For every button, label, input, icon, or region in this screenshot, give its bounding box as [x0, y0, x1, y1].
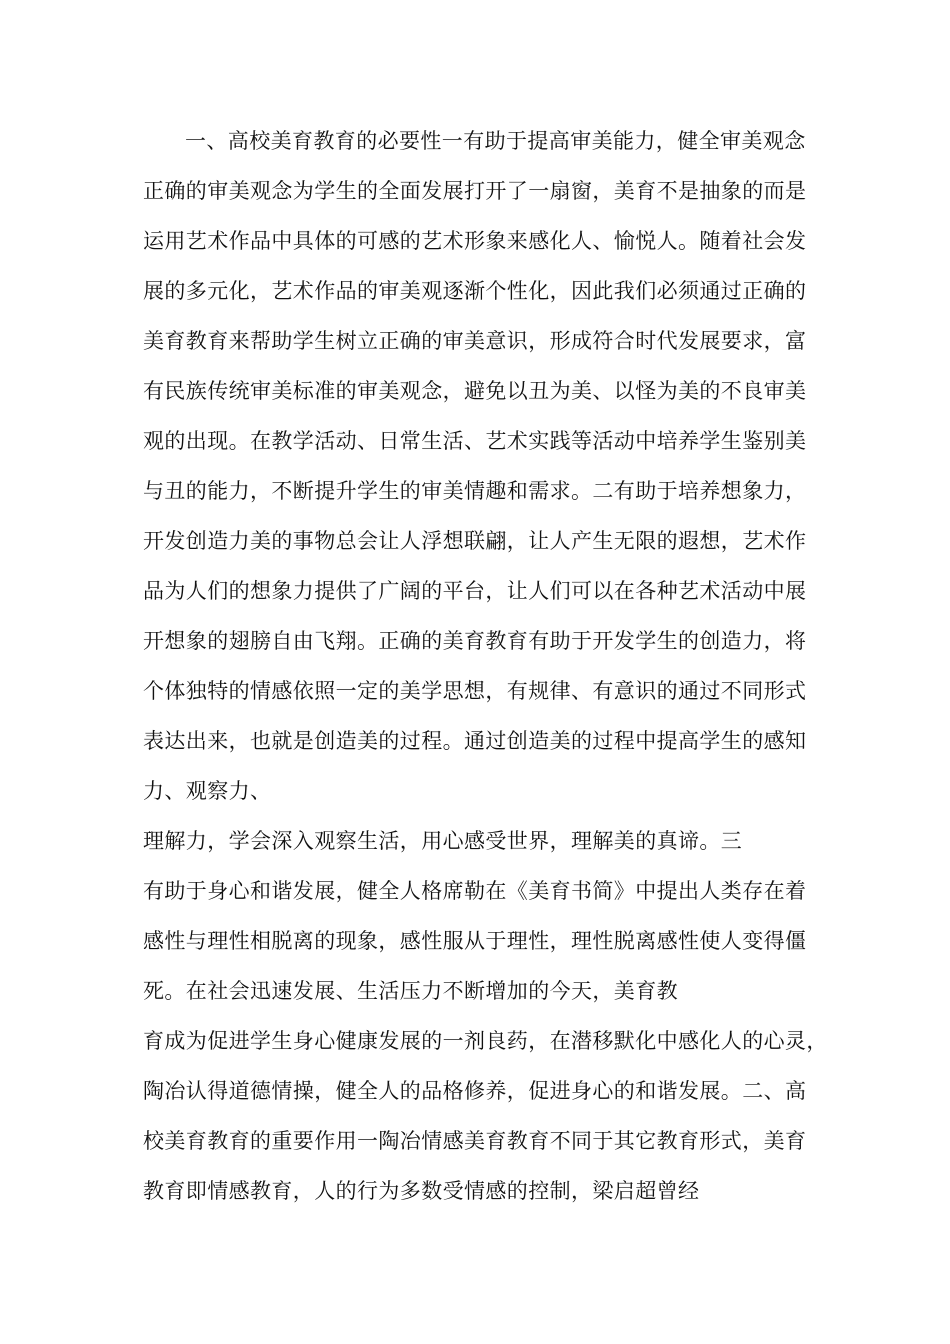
text-line: 力、观察力、: [143, 779, 272, 803]
text-line: 开想象的翅膀自由飞翔。正确的美育教育有助于开发学生的创造力，将: [143, 629, 807, 653]
text-line: 运用艺术作品中具体的可感的艺术形象来感化人、愉悦人。随着社会发: [143, 229, 807, 253]
text-line: 一、高校美育教育的必要性一有助于提高审美能力，健全审美观念: [185, 129, 806, 153]
text-line: 与丑的能力，不断提升学生的审美情趣和需求。二有助于培养想象力，: [143, 479, 807, 503]
text-line: 表达出来，也就是创造美的过程。通过创造美的过程中提高学生的感知: [143, 729, 807, 753]
text-line: 陶冶认得道德情操，健全人的品格修养，促进身心的和谐发展。二、高: [143, 1079, 807, 1103]
text-line: 教育即情感教育，人的行为多数受情感的控制，梁启超曾经: [143, 1179, 700, 1203]
text-line: 理解力，学会深入观察生活，用心感受世界，理解美的真谛。三: [143, 829, 743, 853]
text-line: 个体独特的情感依照一定的美学思想，有规律、有意识的通过不同形式: [143, 679, 807, 703]
text-line: 正确的审美观念为学生的全面发展打开了一扇窗，美育不是抽象的而是: [143, 179, 807, 203]
text-line: 育成为促进学生身心健康发展的一剂良药，在潜移默化中感化人的心灵，: [143, 1029, 828, 1053]
text-line: 观的出现。在教学活动、日常生活、艺术实践等活动中培养学生鉴别美: [143, 429, 807, 453]
text-line: 开发创造力美的事物总会让人浮想联翩，让人产生无限的遐想，艺术作: [143, 529, 807, 553]
text-line: 展的多元化，艺术作品的审美观逐渐个性化，因此我们必须通过正确的: [143, 279, 807, 303]
text-line: 品为人们的想象力提供了广阔的平台，让人们可以在各种艺术活动中展: [143, 579, 807, 603]
text-line: 死。在社会迅速发展、生活压力不断增加的今天，美育教: [143, 979, 678, 1003]
text-line: 有民族传统审美标准的审美观念，避免以丑为美、以怪为美的不良审美: [143, 379, 807, 403]
text-line: 有助于身心和谐发展，健全人格席勒在《美育书简》中提出人类存在着: [143, 879, 807, 903]
text-line: 美育教育来帮助学生树立正确的审美意识，形成符合时代发展要求，富: [143, 329, 807, 353]
text-line: 校美育教育的重要作用一陶冶情感美育教育不同于其它教育形式，美育: [143, 1129, 807, 1153]
text-line: 感性与理性相脱离的现象，感性服从于理性，理性脱离感性使人变得僵: [143, 929, 807, 953]
